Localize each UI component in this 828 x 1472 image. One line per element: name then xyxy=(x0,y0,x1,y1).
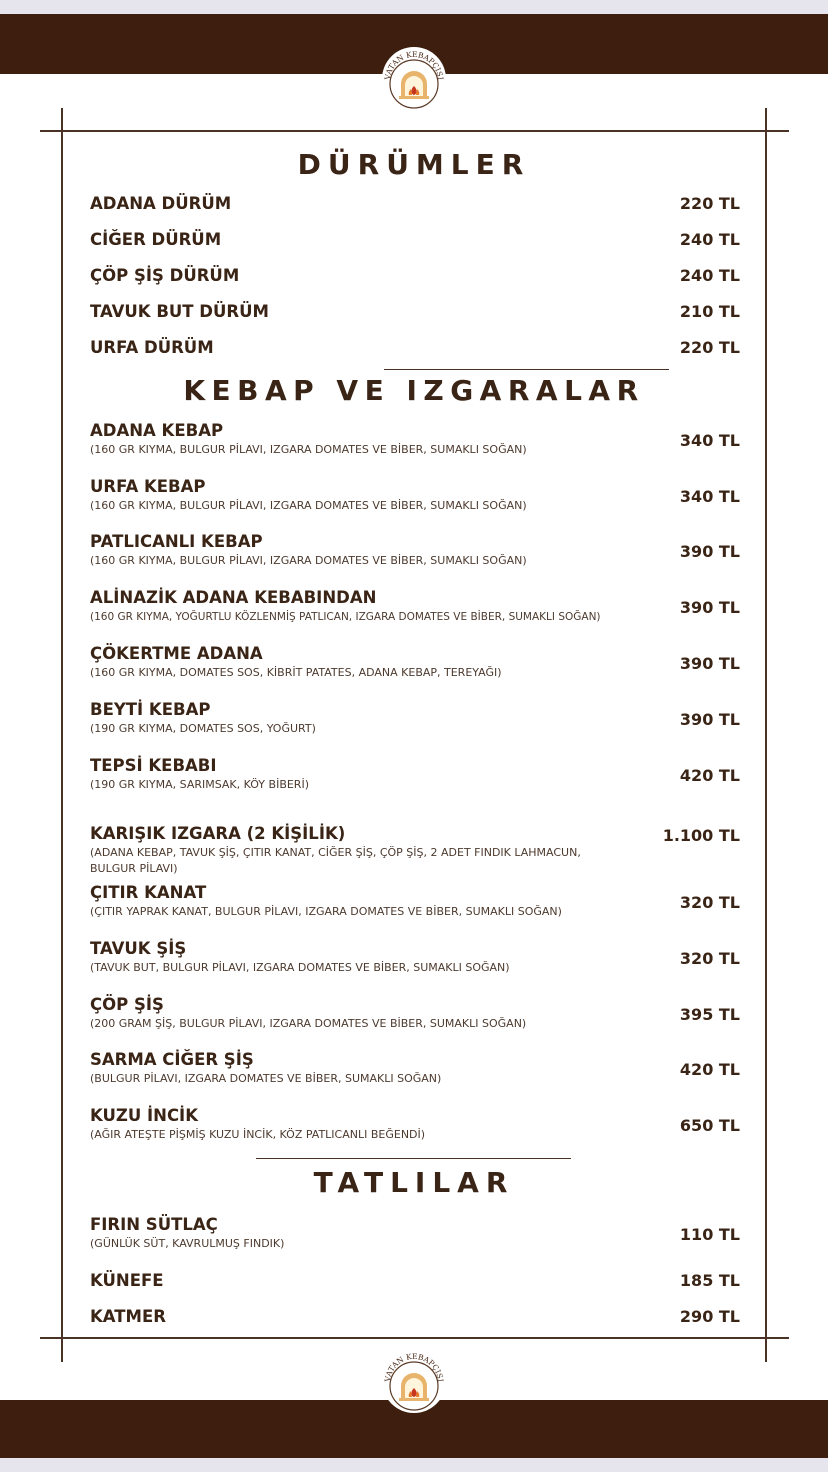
item-name: KÜNEFE xyxy=(90,1271,164,1290)
menu-item xyxy=(90,1307,740,1327)
menu-item xyxy=(90,644,740,681)
item-description: (AĞIR ATEŞTE PİŞMİŞ KUZU İNCİK, KÖZ PATLICANLI BEĞENDİ) xyxy=(90,1128,426,1141)
item-price: 390 TL xyxy=(679,710,740,729)
menu-item xyxy=(90,338,740,358)
menu-item xyxy=(90,588,740,625)
menu-item xyxy=(90,883,740,920)
item-name: PATLICANLI KEBAP xyxy=(90,532,263,551)
item-price: 340 TL xyxy=(679,487,740,506)
item-description: (ÇITIR YAPRAK KANAT, BULGUR PİLAVI, IZGARA DOMATES VE BİBER, SUMAKLI SOĞAN) xyxy=(90,905,562,918)
menu-item xyxy=(90,230,740,250)
item-name: URFA DÜRÜM xyxy=(90,338,214,357)
item-price: 395 TL xyxy=(679,1005,740,1024)
menu-item xyxy=(90,756,740,793)
item-name: ÇÖP ŞİŞ xyxy=(90,995,164,1014)
item-price: 240 TL xyxy=(679,230,740,249)
item-description: (160 GR KIYMA, DOMATES SOS, KİBRİT PATATES, ADANA KEBAP, TEREYAĞI) xyxy=(90,666,502,679)
logo-badge-top xyxy=(381,46,447,112)
item-description: (GÜNLÜK SÜT, KAVRULMUŞ FINDIK) xyxy=(90,1237,285,1250)
item-name: ALİNAZİK ADANA KEBABINDAN xyxy=(90,588,377,607)
menu-item xyxy=(90,1271,740,1291)
item-price: 220 TL xyxy=(679,338,740,357)
item-name: FIRIN SÜTLAÇ xyxy=(90,1215,218,1234)
item-name: BEYTİ KEBAP xyxy=(90,700,211,719)
item-description: (160 GR KIYMA, BULGUR PİLAVI, IZGARA DOMATES VE BİBER, SUMAKLI SOĞAN) xyxy=(90,443,527,456)
menu-item xyxy=(90,421,740,458)
menu-item xyxy=(90,302,740,322)
item-price: 1.100 TL xyxy=(662,826,740,845)
item-price: 320 TL xyxy=(679,893,740,912)
menu-item xyxy=(90,1215,740,1252)
item-description: (ADANA KEBAP, TAVUK ŞİŞ, ÇITIR KANAT, CİĞER ŞİŞ, ÇÖP ŞİŞ, 2 ADET FINDIK LAHMACUN, BULGUR PİLAVI) xyxy=(90,846,581,875)
item-price: 390 TL xyxy=(679,542,740,561)
item-name: KARIŞIK IZGARA (2 KİŞİLİK) xyxy=(90,824,346,843)
item-description: (190 GR KIYMA, DOMATES SOS, YOĞURT) xyxy=(90,722,316,735)
menu-item xyxy=(90,194,740,214)
item-name: TEPSİ KEBABI xyxy=(90,756,217,775)
section-divider xyxy=(256,1158,571,1159)
menu-item xyxy=(90,1106,740,1143)
item-name: TAVUK BUT DÜRÜM xyxy=(90,302,269,321)
item-name: CİĞER DÜRÜM xyxy=(90,230,222,249)
svg-text:VATAN KEBAPÇISI: VATAN KEBAPÇISI xyxy=(382,49,445,81)
item-description: (200 GRAM ŞİŞ, BULGUR PİLAVI, IZGARA DOMATES VE BİBER, SUMAKLI SOĞAN) xyxy=(90,1017,527,1030)
item-name: ADANA KEBAP xyxy=(90,421,224,440)
frame-bottom-line xyxy=(40,1337,789,1339)
item-name: SARMA CİĞER ŞİŞ xyxy=(90,1050,254,1069)
logo-badge-bottom xyxy=(381,1348,447,1414)
menu-item xyxy=(90,939,740,976)
item-name: ÇÖKERTME ADANA xyxy=(90,644,263,663)
menu-page xyxy=(0,14,828,1458)
item-price: 420 TL xyxy=(679,766,740,785)
item-price: 110 TL xyxy=(679,1225,740,1244)
item-name: TAVUK ŞİŞ xyxy=(90,939,187,958)
item-price: 390 TL xyxy=(679,598,740,617)
item-price: 320 TL xyxy=(679,949,740,968)
item-name: KATMER xyxy=(90,1307,166,1326)
item-price: 210 TL xyxy=(679,302,740,321)
menu-item xyxy=(90,532,740,569)
item-name: URFA KEBAP xyxy=(90,477,206,496)
item-description: (160 GR KIYMA, YOĞURTLU KÖZLENMİŞ PATLICAN, IZGARA DOMATES VE BİBER, SUMAKLI SOĞAN) xyxy=(90,611,601,623)
item-name: ÇITIR KANAT xyxy=(90,883,207,902)
section-title-kebap: KEBAP VE IZGARALAR xyxy=(183,374,645,407)
menu-item xyxy=(90,700,740,737)
item-description: (TAVUK BUT, BULGUR PİLAVI, IZGARA DOMATES VE BİBER, SUMAKLI SOĞAN) xyxy=(90,961,510,974)
section-title-durumler: DÜRÜMLER xyxy=(297,148,531,181)
item-name: KUZU İNCİK xyxy=(90,1106,198,1125)
section-title-tatlilar: TATLILAR xyxy=(313,1166,515,1199)
section-divider xyxy=(384,369,669,370)
item-price: 650 TL xyxy=(679,1116,740,1135)
frame-top-line xyxy=(40,130,789,132)
item-price: 420 TL xyxy=(679,1060,740,1079)
item-price: 390 TL xyxy=(679,654,740,673)
menu-item xyxy=(90,824,740,877)
menu-item xyxy=(90,995,740,1032)
item-description: (160 GR KIYMA, BULGUR PİLAVI, IZGARA DOMATES VE BİBER, SUMAKLI SOĞAN) xyxy=(90,554,527,567)
item-description: (160 GR KIYMA, BULGUR PİLAVI, IZGARA DOMATES VE BİBER, SUMAKLI SOĞAN) xyxy=(90,499,527,512)
item-price: 220 TL xyxy=(679,194,740,213)
item-name: ÇÖP ŞİŞ DÜRÜM xyxy=(90,266,240,285)
item-price: 185 TL xyxy=(679,1271,740,1290)
menu-item xyxy=(90,266,740,286)
item-price: 340 TL xyxy=(679,431,740,450)
item-price: 290 TL xyxy=(679,1307,740,1326)
item-description: (BULGUR PİLAVI, IZGARA DOMATES VE BİBER, SUMAKLI SOĞAN) xyxy=(90,1072,442,1085)
item-name: ADANA DÜRÜM xyxy=(90,194,232,213)
menu-item xyxy=(90,1050,740,1087)
menu-item xyxy=(90,477,740,514)
svg-text:VATAN KEBAPÇISI: VATAN KEBAPÇISI xyxy=(382,1351,445,1383)
item-description: (190 GR KIYMA, SARIMSAK, KÖY BİBERİ) xyxy=(90,778,309,791)
item-price: 240 TL xyxy=(679,266,740,285)
